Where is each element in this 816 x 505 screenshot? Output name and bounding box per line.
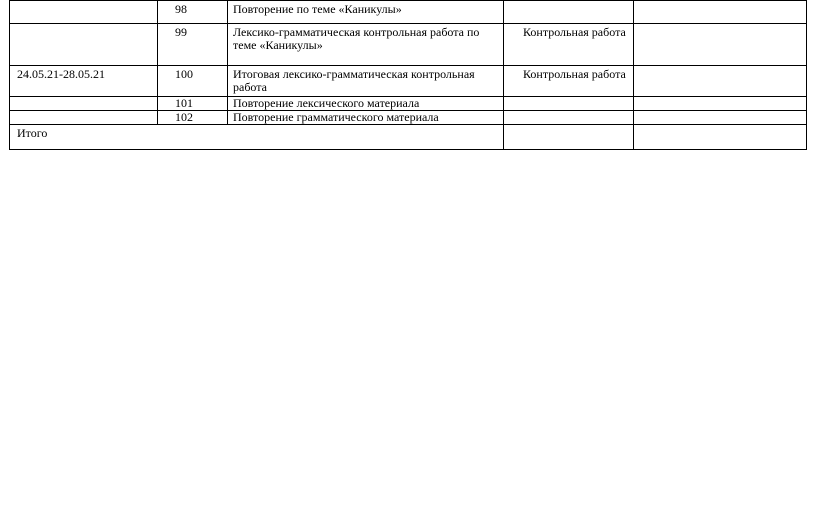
control-type-cell <box>504 1 634 24</box>
total-row <box>10 125 807 150</box>
note-cell <box>634 1 807 24</box>
topic-cell: Итоговая лексико-грамматическая контрольная работа <box>228 66 504 97</box>
topic-cell: Лексико-грамматическая контрольная работа по теме «Каникулы» <box>228 24 504 66</box>
total-control-cell <box>504 125 634 150</box>
lesson-number-cell: 98 <box>158 1 228 24</box>
date-cell <box>10 111 158 125</box>
topic-cell: Повторение лексического материала <box>228 97 504 111</box>
lesson-plan-table <box>9 0 807 150</box>
lesson-number-cell: 102 <box>158 111 228 125</box>
table-row <box>10 1 807 24</box>
lesson-number-cell: 99 <box>158 24 228 66</box>
date-cell <box>10 97 158 111</box>
note-cell <box>634 66 807 97</box>
note-cell <box>634 24 807 66</box>
table-row <box>10 24 807 66</box>
note-cell <box>634 97 807 111</box>
topic-cell: Повторение грамматического материала <box>228 111 504 125</box>
total-note-cell <box>634 125 807 150</box>
control-type-cell: Контрольная работа <box>504 24 634 66</box>
total-label: Итого <box>10 125 504 150</box>
date-cell <box>10 1 158 24</box>
table-row <box>10 97 807 111</box>
lesson-number-cell: 101 <box>158 97 228 111</box>
note-cell <box>634 111 807 125</box>
date-cell: 24.05.21-28.05.21 <box>10 66 158 97</box>
control-type-cell <box>504 111 634 125</box>
topic-cell: Повторение по теме «Каникулы» <box>228 1 504 24</box>
control-type-cell <box>504 97 634 111</box>
table-row <box>10 66 807 97</box>
lesson-number-cell: 100 <box>158 66 228 97</box>
table-row <box>10 111 807 125</box>
date-cell <box>10 24 158 66</box>
control-type-cell: Контрольная работа <box>504 66 634 97</box>
